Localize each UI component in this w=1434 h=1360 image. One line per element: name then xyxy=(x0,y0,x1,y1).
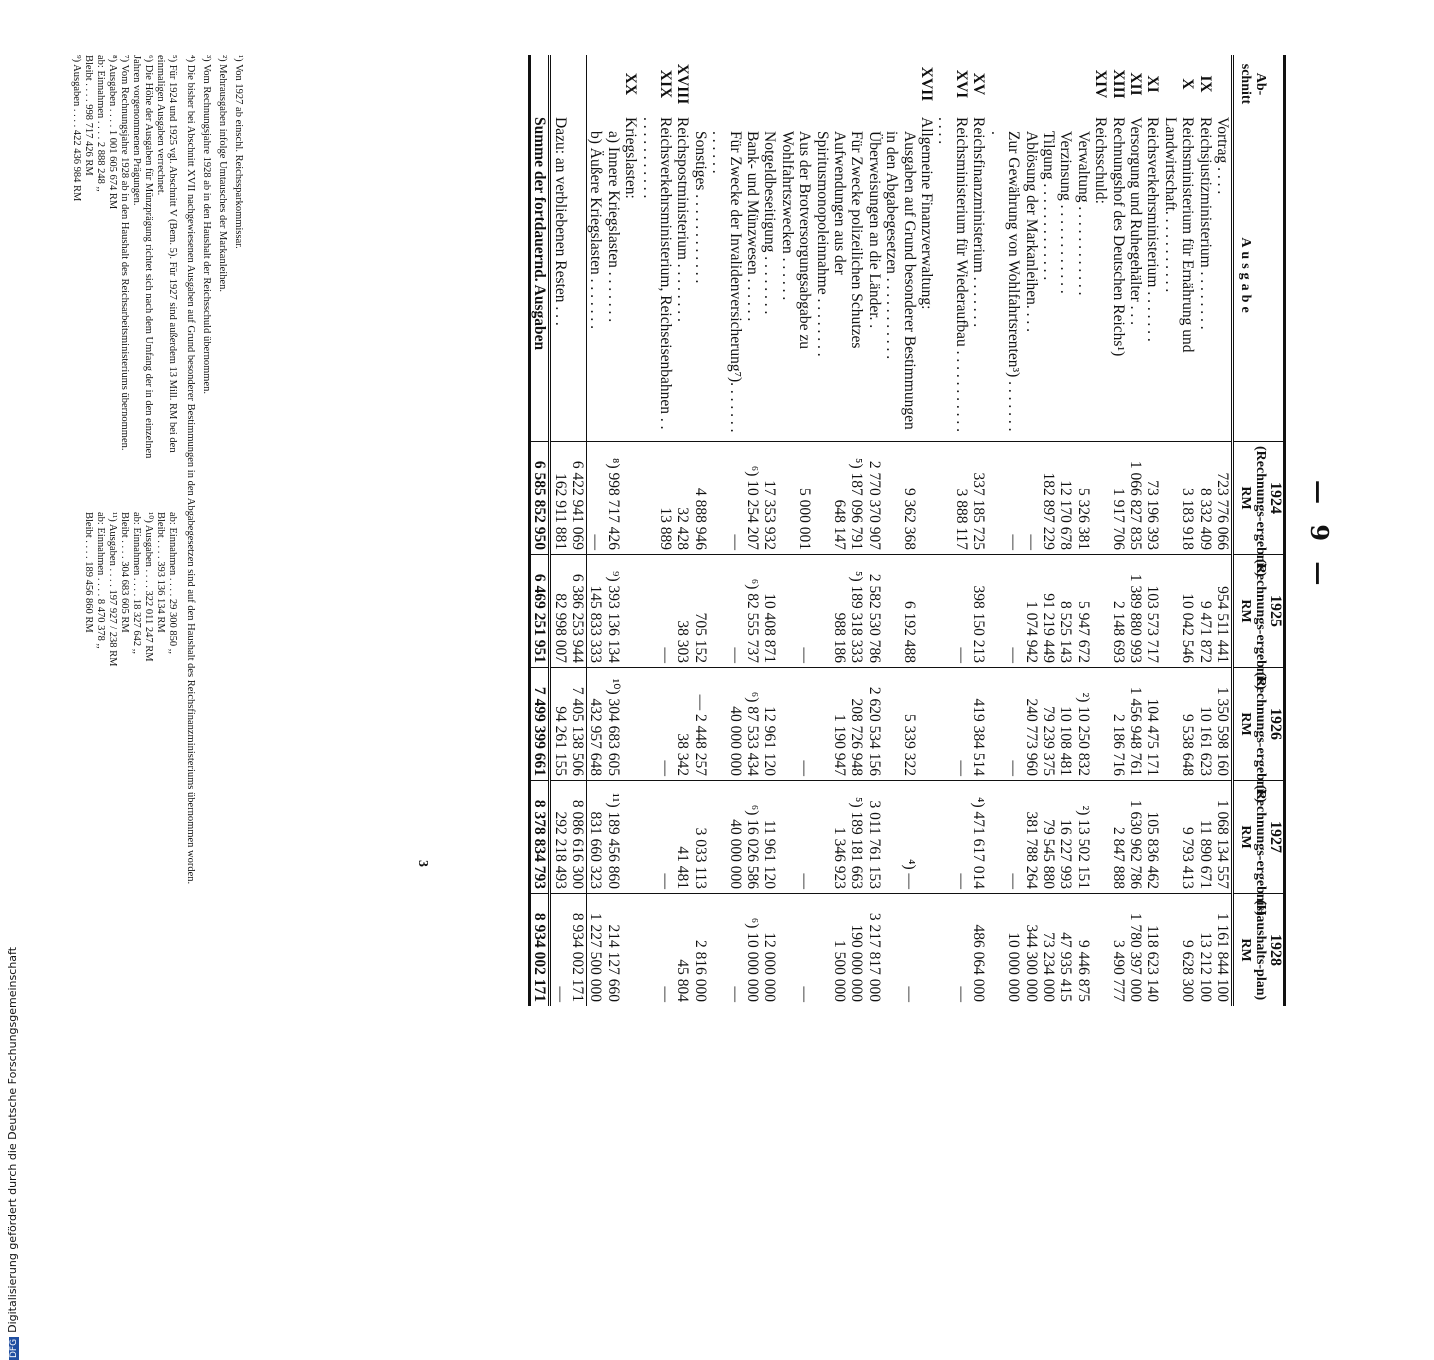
table-row xyxy=(1057,55,1074,1006)
row-abschnitt: XIX xyxy=(657,69,674,99)
cell-value: — xyxy=(987,442,1022,555)
cell-value: 10 000 000 xyxy=(987,894,1022,1007)
cell-value: 240 773 960 xyxy=(1022,668,1039,781)
accounting-note: Bleibt . . . . 304 683 605 RM xyxy=(119,512,130,633)
header-abschnitt: Ab-schnitt xyxy=(1233,55,1285,113)
header-year-1928: 1928 (Haushalts-plan) RM xyxy=(1233,894,1285,1007)
footnotes xyxy=(70,55,244,945)
cell-value: 10 042 546 xyxy=(1161,555,1196,668)
row-label: Zur Gewährung von Wohlfahrtsrenten³) . . . . . . . . xyxy=(987,131,1023,432)
row-abschnitt xyxy=(987,55,1022,113)
cell-value: 337 185 725 xyxy=(970,442,987,555)
row-abschnitt: XII xyxy=(1126,72,1144,96)
cell-value: 8 934 002 171 xyxy=(529,894,549,1007)
cell-value xyxy=(918,781,935,894)
cell-value: 1 917 706 xyxy=(1109,442,1126,555)
cell-value: 723 776 066 xyxy=(1214,442,1233,555)
cell-value: 82 998 007 xyxy=(550,555,569,668)
cell-value: 3 217 817 000 xyxy=(865,894,882,1007)
cell-value: 1 780 397 000 xyxy=(1127,894,1144,1007)
row-label: b) Äußere Kriegslasten . . . . . . . xyxy=(587,131,605,330)
row-label: Reichsministerium für Wiederaufbau . . . . . . . . . . . . . . . xyxy=(935,117,970,433)
table-row xyxy=(1196,55,1213,1006)
accounting-note: ab: Einnahmen . . . . 8 470 378 ,, xyxy=(95,512,106,649)
row-label: Tilgung . . . . . . . . . . . . . xyxy=(1039,131,1057,281)
cell-value: 13 889 xyxy=(639,442,674,555)
row-label: Ausgaben auf Grund besonderer Bestimmungen in den Abgabegesetzen . . . . . . . . . . . xyxy=(883,131,918,430)
table-row xyxy=(1109,55,1126,1006)
cell-value: 3 183 918 xyxy=(1161,442,1196,555)
row-label: Vortrag . . . . xyxy=(1214,117,1231,195)
cell-value: 214 127 660 xyxy=(604,894,621,1007)
accounting-note: ¹⁰) Ausgaben . . . . 322 011 247 RM xyxy=(143,512,154,662)
row-abschnitt xyxy=(709,55,744,113)
cell-value: 73 196 393 xyxy=(1144,442,1161,555)
cell-value: 1 346 923 xyxy=(813,781,848,894)
table-row xyxy=(761,55,778,1006)
table-row xyxy=(1022,55,1039,1006)
cell-value: 12 170 678 xyxy=(1057,442,1074,555)
table-row xyxy=(1074,55,1091,1006)
cell-value: ²) 10 250 832 xyxy=(1074,668,1091,781)
cell-value: 3 888 117 xyxy=(935,442,970,555)
row-label: Reichsministerium für Ernährung und Landwirtschaft. . . . . . . . . . . xyxy=(1161,117,1197,353)
cell-value: 182 897 229 xyxy=(1040,442,1057,555)
cell-value: — xyxy=(935,781,970,894)
cell-value: 1 161 844 100 xyxy=(1214,894,1233,1007)
row-label: Sonstiges . . . . . . . . . . . . xyxy=(691,131,709,284)
cell-value: 2 816 000 xyxy=(691,894,708,1007)
cell-value: ⁸) 998 717 426 xyxy=(604,442,621,555)
dfg-logo-icon: DFG xyxy=(9,1338,19,1358)
table-row xyxy=(674,55,691,1006)
cell-value: 9 362 368 xyxy=(883,442,918,555)
cell-value: 1 227 500 000 xyxy=(586,894,604,1007)
cell-value: ⁴) — xyxy=(883,781,918,894)
row-abschnitt: XV xyxy=(970,72,988,96)
cell-value xyxy=(918,555,935,668)
cell-value: ⁵) 189 318 333 xyxy=(848,555,865,668)
row-label: Bank- und Münzwesen . . . . . . xyxy=(744,131,762,322)
cell-value xyxy=(622,555,639,668)
cell-value: 2 770 370 907 xyxy=(865,442,882,555)
cell-value: ⁵) 189 181 663 xyxy=(848,781,865,894)
table-row xyxy=(550,55,569,1006)
row-label: Reichsjustizministerium . . . . . . . . xyxy=(1196,117,1214,330)
row-label xyxy=(569,113,587,442)
cell-value: 5 326 381 xyxy=(1074,442,1091,555)
row-label: Verwaltung . . . . . . . . . . . . xyxy=(1074,131,1092,296)
sheet-number: 3 xyxy=(415,860,430,867)
cell-value: 1 500 000 xyxy=(813,894,848,1007)
cell-value: ⁵) 187 096 791 xyxy=(848,442,865,555)
cell-value: 7 499 399 661 xyxy=(529,668,549,781)
row-label: Allgemeine Finanzverwaltung: xyxy=(918,117,936,310)
cell-value: 38 303 xyxy=(674,555,691,668)
cell-value: 292 218 493 xyxy=(550,781,569,894)
table-row xyxy=(987,55,1022,1006)
cell-value: 162 911 881 xyxy=(550,442,569,555)
row-abschnitt xyxy=(529,55,549,113)
cell-value: 6 422 941 069 xyxy=(569,442,587,555)
cell-value: 2 582 530 786 xyxy=(865,555,882,668)
cell-value: 2 148 693 xyxy=(1109,555,1126,668)
header-year-1924: 1924 (Rechnungs-ergebnis) RM xyxy=(1233,442,1285,555)
row-label: Reichsverkehrsministerium, Reichseisenbahnen . . . . . . . . . . . . . xyxy=(639,117,674,430)
table-row xyxy=(529,55,549,1006)
cell-value: 9 793 413 xyxy=(1161,781,1196,894)
cell-value: 118 623 140 xyxy=(1144,894,1161,1007)
cell-value: — xyxy=(778,555,813,668)
cell-value: ⁶) 87 533 434 xyxy=(744,668,761,781)
row-label: Verzinsung . . . . . . . . . . . . xyxy=(1057,131,1075,294)
cell-value: — xyxy=(778,781,813,894)
row-abschnitt: XIV xyxy=(1092,69,1110,99)
cell-value xyxy=(622,442,639,555)
cell-value: ⁶) 10 000 000 xyxy=(744,894,761,1007)
cell-value: 94 261 155 xyxy=(550,668,569,781)
cell-value: — xyxy=(586,442,604,555)
row-abschnitt: XIII xyxy=(1109,69,1127,99)
table-row xyxy=(883,55,918,1006)
row-abschnitt xyxy=(1057,55,1074,113)
cell-value: 73 234 000 xyxy=(1040,894,1057,1007)
cell-value: 2 620 534 156 xyxy=(865,668,882,781)
accounting-note: Bleibt . . . . 393 136 134 RM xyxy=(155,512,166,633)
cell-value: — xyxy=(639,668,674,781)
cell-value: — xyxy=(935,894,970,1007)
table-row xyxy=(1127,55,1144,1006)
table-row xyxy=(935,55,970,1006)
cell-value: 2 186 716 xyxy=(1109,668,1126,781)
cell-value: 6 585 852 950 xyxy=(529,442,549,555)
row-label: Dazu: an verbliebenen Resten . . . xyxy=(551,117,569,326)
table-row xyxy=(639,55,674,1006)
cell-value: 9 471 872 xyxy=(1196,555,1213,668)
table-row xyxy=(970,55,987,1006)
row-abschnitt xyxy=(813,55,848,113)
cell-value: 47 935 415 xyxy=(1057,894,1074,1007)
cell-value: 8 378 834 793 xyxy=(529,781,549,894)
cell-value: 190 000 000 xyxy=(848,894,865,1007)
cell-value: 91 219 449 xyxy=(1040,555,1057,668)
row-label: Für Zwecke der Invalidenversicherung⁷). . . . . . . . . . . . . xyxy=(709,131,744,433)
cell-value: ⁶) 82 555 737 xyxy=(744,555,761,668)
cell-value xyxy=(1092,894,1109,1007)
cell-value: 9 628 300 xyxy=(1161,894,1196,1007)
cell-value: 1 068 134 557 xyxy=(1214,781,1233,894)
accounting-notes xyxy=(70,55,178,945)
cell-value xyxy=(1092,442,1109,555)
cell-value: 5 339 322 xyxy=(883,668,918,781)
cell-value: — xyxy=(639,781,674,894)
cell-value: 10 408 871 xyxy=(761,555,778,668)
cell-value: 4 888 946 xyxy=(691,442,708,555)
row-label: Aus der Brotversorgungsabgabe zu Wohlfahrtszwecken . . . . . . xyxy=(778,131,814,349)
cell-value: ⁴) 471 617 014 xyxy=(970,781,987,894)
table-row xyxy=(744,55,761,1006)
accounting-note: ¹¹) Ausgaben . . . . 197 927 / 238 RM xyxy=(107,512,118,667)
cell-value: 6 386 253 944 xyxy=(569,555,587,668)
cell-value xyxy=(622,781,639,894)
accounting-note: ⁹) Ausgaben . . . . 422 436 984 RM xyxy=(71,55,82,202)
row-label: Für Zwecke polizeilichen Schutzes xyxy=(848,131,866,349)
footnote: ¹) Von 1927 ab einschl. Reichssparkommissar. xyxy=(233,55,244,249)
cell-value: 486 064 000 xyxy=(970,894,987,1007)
cell-value: 40 000 000 xyxy=(709,781,744,894)
row-label: Reichsschuld: xyxy=(1092,117,1110,204)
table-row xyxy=(569,55,587,1006)
cell-value: 11 961 120 xyxy=(761,781,778,894)
cell-value: 831 660 323 xyxy=(586,781,604,894)
cell-value: 8 525 143 xyxy=(1057,555,1074,668)
table-row xyxy=(1040,55,1057,1006)
cell-value: 432 957 648 xyxy=(586,668,604,781)
table-body xyxy=(529,55,1232,1006)
row-abschnitt xyxy=(1022,55,1039,113)
row-abschnitt: XVI xyxy=(952,69,970,99)
cell-value xyxy=(622,894,639,1007)
cell-value: — xyxy=(935,555,970,668)
row-abschnitt xyxy=(848,55,865,113)
accounting-note: ab: Einnahmen . . . . 18 327 642 ,, xyxy=(131,512,142,655)
row-label: Reichsfinanzministerium . . . . . . . xyxy=(970,117,988,328)
footnote: ²) Mehrausgaben infolge Umtausches der Markanleihen. xyxy=(217,55,228,292)
cell-value: 9 446 875 xyxy=(1074,894,1091,1007)
cell-value xyxy=(1092,781,1109,894)
cell-value: — xyxy=(987,668,1022,781)
cell-value: 45 804 xyxy=(674,894,691,1007)
cell-value: 1 074 942 xyxy=(1022,555,1039,668)
cell-value: 40 000 000 xyxy=(709,668,744,781)
credit-line xyxy=(6,947,19,1360)
cell-value: 10 161 623 xyxy=(1196,668,1213,781)
cell-value: 208 726 948 xyxy=(848,668,865,781)
table-row xyxy=(1214,55,1233,1006)
cell-value: 1 389 880 993 xyxy=(1127,555,1144,668)
header-year-1927: 1927 (Rechnungs-ergebnis) RM xyxy=(1233,781,1285,894)
header-ausgabe: Ausgabe xyxy=(1233,113,1285,442)
table-header-row xyxy=(1233,55,1285,1006)
cell-value: 17 353 932 xyxy=(761,442,778,555)
row-abschnitt xyxy=(744,55,761,113)
row-abschnitt: X xyxy=(1179,78,1197,90)
table-row xyxy=(604,55,621,1006)
cell-value: 8 934 002 171 xyxy=(569,894,587,1007)
page-number: — 9 — xyxy=(1305,480,1334,592)
table-row xyxy=(691,55,708,1006)
row-abschnitt: IX xyxy=(1196,75,1214,93)
accounting-note: ⁷) Vom Rechnungsjahre 1928 ab in den Haushalt des Reichsarbeitsministeriums übernommen. xyxy=(119,55,130,451)
cell-value: 16 227 993 xyxy=(1057,781,1074,894)
cell-value: — xyxy=(639,894,674,1007)
cell-value: 79 545 880 xyxy=(1040,781,1057,894)
row-abschnitt xyxy=(778,55,813,113)
row-abschnitt xyxy=(569,55,587,113)
cell-value: — xyxy=(709,442,744,555)
row-label: Notgeldbeseitigung . . . . . . . . xyxy=(761,131,779,315)
cell-value: — xyxy=(935,668,970,781)
cell-value: 1 350 598 160 xyxy=(1214,668,1233,781)
row-abschnitt: XVII xyxy=(918,66,936,102)
cell-value: — xyxy=(1022,442,1039,555)
row-label: Aufwendungen aus der Spiritusmonopoleinnahme . . . . . . . . xyxy=(813,131,849,357)
row-abschnitt xyxy=(865,55,882,113)
row-label: Reichsverkehrsministerium . . . . . . . xyxy=(1144,117,1162,342)
table-row xyxy=(848,55,865,1006)
cell-value: 381 788 264 xyxy=(1022,781,1039,894)
expenditure-table xyxy=(528,55,1286,1006)
row-label: Rechnungshof des Deutschen Reichs¹) xyxy=(1109,117,1127,357)
cell-value: ¹⁰) 304 683 605 xyxy=(604,668,621,781)
cell-value: 11 890 671 xyxy=(1196,781,1213,894)
cell-value: 32 428 xyxy=(674,442,691,555)
table-row xyxy=(813,55,848,1006)
cell-value: 79 239 375 xyxy=(1040,668,1057,781)
row-label: Überweisungen an die Länder. . xyxy=(865,131,883,329)
cell-value: 3 033 113 xyxy=(691,781,708,894)
row-abschnitt: XX xyxy=(622,72,640,96)
cell-value: — xyxy=(987,781,1022,894)
cell-value: 38 342 xyxy=(674,668,691,781)
cell-value: 12 961 120 xyxy=(761,668,778,781)
table-row xyxy=(586,55,604,1006)
table-row xyxy=(709,55,744,1006)
cell-value: 988 186 xyxy=(813,555,848,668)
table-row xyxy=(1092,55,1109,1006)
cell-value: — xyxy=(883,894,918,1007)
row-label: Reichspostministerium . . . . . . . . xyxy=(674,117,692,322)
accounting-note: ⁶) Die Höhe der Ausgaben für Münzprägung richtet sich nach dem Umfang der in den einzelnen Jahren vorgenommenen Prägungen. xyxy=(131,55,154,459)
cell-value: 3 490 777 xyxy=(1109,894,1126,1007)
row-abschnitt xyxy=(761,55,778,113)
cell-value: 1 456 948 761 xyxy=(1127,668,1144,781)
cell-value: 1 190 947 xyxy=(813,668,848,781)
cell-value: — xyxy=(550,894,569,1007)
cell-value xyxy=(622,668,639,781)
row-abschnitt: XI xyxy=(1144,75,1162,93)
cell-value: 6 192 488 xyxy=(883,555,918,668)
row-label: Ablösung der Markanleihen. . . . xyxy=(1022,131,1040,333)
row-abschnitt: XVIII xyxy=(674,63,692,105)
cell-value: ⁶) 10 254 207 xyxy=(744,442,761,555)
accounting-note: ⁵) Für 1924 und 1925 vgl. Abschnitt V (Bem. 5). Für 1927 sind außerdem 13 Mill. RM bei den einmaligen Ausgaben verrechnet. xyxy=(155,55,178,453)
accounting-note: Bleibt . . . . 189 456 860 RM xyxy=(83,512,94,633)
cell-value: ²) 13 502 151 xyxy=(1074,781,1091,894)
footnote: ⁴) Die bisher bei Abschnitt XVII nachgewiesenen Ausgaben auf Grund besonderer Bestimmungen in den Abgabegesetzen sind auf den Haushalt des Reichsfinanzministeriums übernommen worden. xyxy=(185,55,196,885)
row-abschnitt xyxy=(1040,55,1057,113)
row-abschnitt xyxy=(691,55,708,113)
row-label: Summe der fortdauernd. Ausgaben xyxy=(529,113,549,442)
row-abschnitt xyxy=(586,55,604,113)
cell-value: 419 384 514 xyxy=(970,668,987,781)
cell-value xyxy=(1092,555,1109,668)
accounting-note: ab: Einnahmen . . . . 29 300 850 ,, xyxy=(167,512,178,655)
cell-value: 13 212 100 xyxy=(1196,894,1213,1007)
cell-value: 103 573 717 xyxy=(1144,555,1161,668)
cell-value: 3 011 761 153 xyxy=(865,781,882,894)
cell-value: 8 332 409 xyxy=(1196,442,1213,555)
cell-value: — xyxy=(987,555,1022,668)
cell-value: 6 469 251 951 xyxy=(529,555,549,668)
cell-value: — 2 448 257 xyxy=(691,668,708,781)
table-row xyxy=(1144,55,1161,1006)
row-abschnitt xyxy=(883,55,918,113)
row-abschnitt xyxy=(1074,55,1091,113)
cell-value: — xyxy=(709,555,744,668)
cell-value: 5 000 001 xyxy=(778,442,813,555)
cell-value: 105 836 462 xyxy=(1144,781,1161,894)
accounting-note: ab: Einnahmen . . . . 2 888 248 ,, xyxy=(95,55,106,192)
cell-value: 954 511 441 xyxy=(1214,555,1233,668)
cell-value: — xyxy=(639,555,674,668)
row-abschnitt xyxy=(604,55,621,113)
cell-value: ¹¹) 189 456 860 xyxy=(604,781,621,894)
cell-value xyxy=(1092,668,1109,781)
table-row xyxy=(918,55,935,1006)
cell-value: 5 947 672 xyxy=(1074,555,1091,668)
cell-value: 8 086 616 300 xyxy=(569,781,587,894)
cell-value: 398 150 213 xyxy=(970,555,987,668)
cell-value: 12 000 000 xyxy=(761,894,778,1007)
row-label: a) Innere Kriegslasten . . . . . . . xyxy=(604,131,622,323)
credit-text: Digitalisierung gefördert durch die Deutsche Forschungsgemeinschaft xyxy=(6,946,19,1333)
table-row xyxy=(622,55,639,1006)
table-row xyxy=(1161,55,1196,1006)
header-year-1926: 1926 (Rechnungs-ergebnis) RM xyxy=(1233,668,1285,781)
cell-value xyxy=(918,894,935,1007)
header-year-1925: 1925 (Rechnungs-ergebnis) RM xyxy=(1233,555,1285,668)
accounting-note: Bleibt . . . . 998 717 426 RM xyxy=(83,55,94,176)
table-row xyxy=(778,55,813,1006)
cell-value xyxy=(918,668,935,781)
cell-value xyxy=(918,442,935,555)
cell-value: 145 833 333 xyxy=(586,555,604,668)
cell-value: 1 066 827 835 xyxy=(1127,442,1144,555)
cell-value: — xyxy=(709,894,744,1007)
cell-value: 705 152 xyxy=(691,555,708,668)
cell-value: 9 538 648 xyxy=(1161,668,1196,781)
cell-value: ⁹) 393 136 134 xyxy=(604,555,621,668)
cell-value: — xyxy=(778,668,813,781)
footnote: ³) Vom Rechnungsjahre 1928 ab in den Haushalt der Reichsschuld übernommen. xyxy=(201,55,212,394)
accounting-note: ⁸) Ausgaben . . . . 1 001 605 674 RM xyxy=(107,55,118,210)
cell-value: 41 481 xyxy=(674,781,691,894)
row-label: Kriegslasten: xyxy=(622,117,640,199)
cell-value: ⁶) 16 026 586 xyxy=(744,781,761,894)
cell-value: — xyxy=(778,894,813,1007)
table-row xyxy=(865,55,882,1006)
cell-value: 344 300 000 xyxy=(1022,894,1039,1007)
cell-value: 7 405 138 506 xyxy=(569,668,587,781)
cell-value: 1 630 962 786 xyxy=(1127,781,1144,894)
cell-value: 104 475 171 xyxy=(1144,668,1161,781)
row-label: Versorgung und Ruhegehälter . . . xyxy=(1126,117,1144,326)
row-abschnitt xyxy=(550,55,569,113)
cell-value: 648 147 xyxy=(813,442,848,555)
cell-value: 2 847 888 xyxy=(1109,781,1126,894)
row-abschnitt xyxy=(1214,55,1233,113)
cell-value: 10 108 481 xyxy=(1057,668,1074,781)
